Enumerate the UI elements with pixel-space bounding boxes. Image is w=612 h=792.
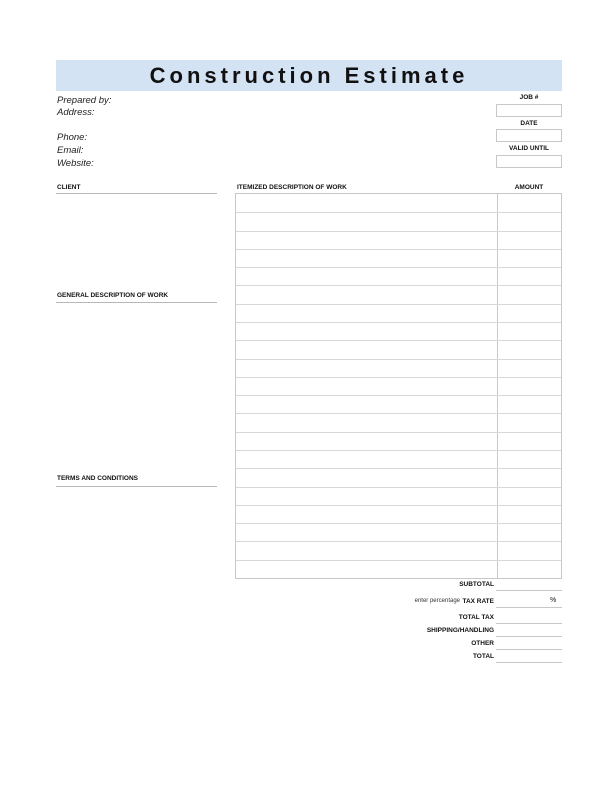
title-bar bbox=[56, 60, 562, 91]
email-label: Email: bbox=[57, 145, 84, 156]
table-row-separator bbox=[236, 541, 561, 542]
prepared-by-label: Prepared by: bbox=[57, 95, 112, 106]
table-row-separator bbox=[236, 249, 561, 250]
table-row-separator bbox=[236, 487, 561, 488]
general-description-divider bbox=[56, 302, 217, 303]
total-tax-label: TOTAL TAX bbox=[458, 614, 494, 621]
page-title: Construction Estimate bbox=[149, 62, 469, 88]
tax-rate-label: TAX RATE bbox=[462, 598, 494, 605]
general-description-label: GENERAL DESCRIPTION OF WORK bbox=[57, 292, 169, 299]
itemized-table[interactable] bbox=[235, 193, 562, 579]
website-label: Website: bbox=[57, 158, 94, 169]
amount-header: AMOUNT bbox=[514, 184, 544, 191]
total-field[interactable] bbox=[496, 650, 562, 663]
table-row-separator bbox=[236, 340, 561, 341]
table-row-separator bbox=[236, 231, 561, 232]
table-row-separator bbox=[236, 395, 561, 396]
table-row-separator bbox=[236, 377, 561, 378]
table-row-separator bbox=[236, 285, 561, 286]
table-row-separator bbox=[236, 468, 561, 469]
total-tax-field[interactable] bbox=[496, 611, 562, 624]
job-number-label: JOB # bbox=[519, 94, 539, 101]
client-label: CLIENT bbox=[57, 184, 81, 191]
date-field[interactable] bbox=[496, 129, 562, 142]
terms-divider bbox=[56, 486, 217, 487]
description-header: ITEMIZED DESCRIPTION OF WORK bbox=[237, 184, 347, 191]
terms-label: TERMS AND CONDITIONS bbox=[57, 475, 139, 482]
percent-sign: % bbox=[550, 597, 557, 604]
tax-rate-hint: enter percentage bbox=[414, 598, 460, 604]
table-row-separator bbox=[236, 267, 561, 268]
table-row-separator bbox=[236, 322, 561, 323]
valid-until-field[interactable] bbox=[496, 155, 562, 168]
valid-until-label: VALID UNTIL bbox=[509, 145, 549, 152]
other-field[interactable] bbox=[496, 637, 562, 650]
date-label: DATE bbox=[520, 120, 538, 127]
shipping-label: SHIPPING/HANDLING bbox=[426, 627, 494, 634]
table-row-separator bbox=[236, 560, 561, 561]
subtotal-label: SUBTOTAL bbox=[459, 581, 494, 588]
client-divider bbox=[56, 193, 217, 194]
table-row-separator bbox=[236, 523, 561, 524]
total-label: TOTAL bbox=[472, 653, 494, 660]
table-row-separator bbox=[236, 413, 561, 414]
table-row-separator bbox=[236, 450, 561, 451]
table-row-separator bbox=[236, 212, 561, 213]
table-row-separator bbox=[236, 505, 561, 506]
table-row-separator bbox=[236, 432, 561, 433]
subtotal-field[interactable] bbox=[496, 578, 562, 591]
table-row-separator bbox=[236, 304, 561, 305]
table-row-separator bbox=[236, 359, 561, 360]
other-label: OTHER bbox=[471, 640, 494, 647]
shipping-field[interactable] bbox=[496, 624, 562, 637]
address-label: Address: bbox=[57, 107, 95, 118]
phone-label: Phone: bbox=[57, 132, 88, 143]
amount-column-divider bbox=[497, 194, 498, 578]
job-number-field[interactable] bbox=[496, 104, 562, 117]
